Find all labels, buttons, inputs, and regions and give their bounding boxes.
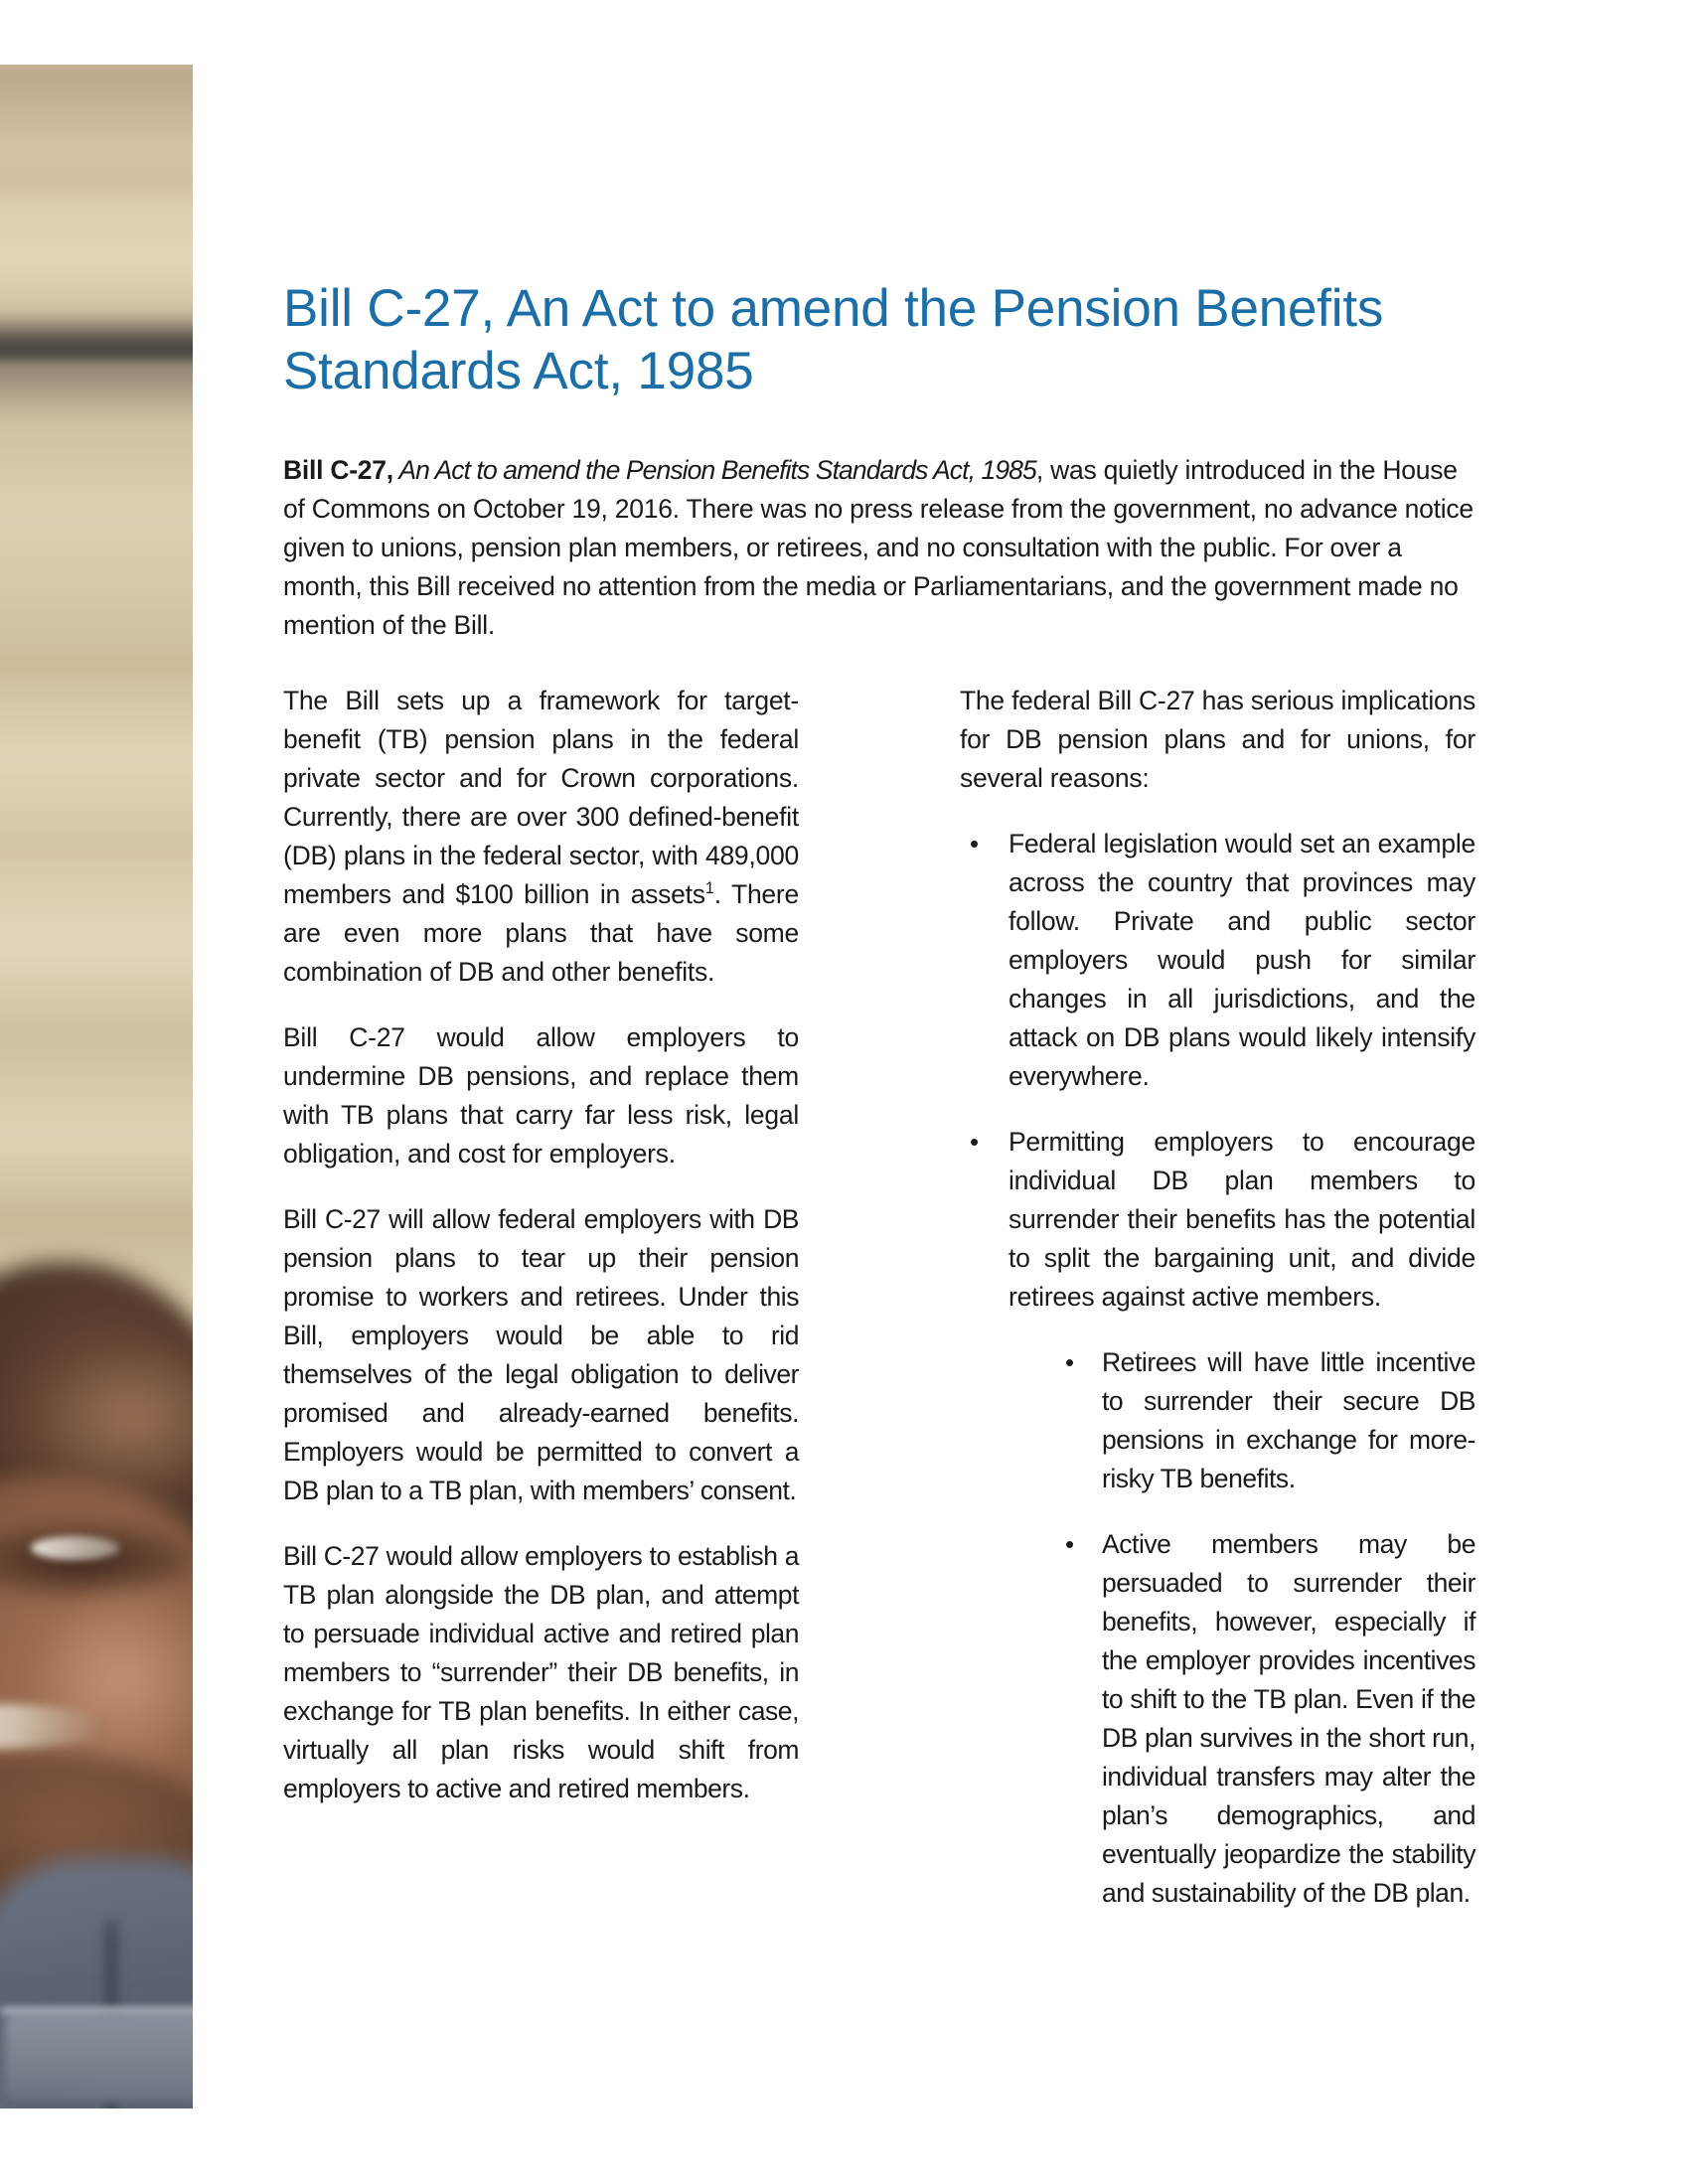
list-item-text: Federal legislation would set an example across the country that provinces may follow. Private and public sector employers would push for similar changes in all jurisdictions, and the attack on DB plans would likely intensify everywhere. [1009,829,1475,1091]
intro-paragraph [283,451,1475,645]
list-item [960,825,1475,1096]
page-title: Bill C-27, An Act to amend the Pension Benefits Standards Act, 1985 [283,278,1384,400]
intro-rest: , was quietly introduced in the House of Commons on October 19, 2016. There was no press release from the government, no advance notice given to unions, pension plan members, or retirees, and no consultation with the public. For over a month, this Bill received no attention from the media or Parliamentarians, and the government made no mention of the Bill. [283,454,1474,640]
bullet-icon: • [970,829,979,858]
sub-list-item [1057,1525,1475,1913]
bullet-icon: • [1065,1347,1074,1377]
paragraph: Bill C-27 would allow employers to undermine DB pensions, and replace them with TB plans that carry far less risk, legal obligation, and cost for employers. [283,1022,799,1169]
left-text-column [283,682,799,1913]
paragraph: The federal Bill C-27 has serious implications for DB pension plans and for unions, for several reasons: [960,686,1475,793]
bullet-icon: • [970,1127,979,1157]
sub-list-item [1057,1343,1475,1498]
sub-list-item-text: Retirees will have little incentive to surrender their secure DB pensions in exchange for more-risky TB benefits. [1102,1347,1475,1493]
intro-act-title: An Act to amend the Pension Benefits Standards Act, 1985 [392,454,1036,485]
paragraph-text: The Bill sets up a framework for target-benefit (TB) pension plans in the federal private sector and for Crown corporations. Currently, there are over 300 defined-benefit (DB) plans in the federal sector, with 489,000 members and $100 billion in assets [283,686,799,909]
reasons-bullet-list [960,825,1475,1913]
right-text-column [960,682,1475,1913]
sub-list-item-text: Active members may be persuaded to surrender their benefits, however, especially if the employer provides incentives to shift to the TB plan. Even if the DB plan survives in the short run, individual transfers may alter the plan’s demographics, and eventually jeopardize the stability and sustainability of the DB plan. [1102,1529,1475,1908]
paragraph [283,682,799,992]
footnote-marker[interactable]: 1 [704,879,714,898]
paragraph: Bill C-27 would allow employers to establish a TB plan alongside the DB plan, and attempt to persuade individual active and retired plan members to “surrender” their DB benefits, in exchange for TB plan benefits. In either case, virtually all plan risks would shift from employers to active and retired members. [283,1541,799,1803]
list-item-text: Permitting employers to encourage individual DB plan members to surrender their benefits has the potential to split the bargaining unit, and divide retirees against active members. [1009,1127,1475,1312]
bullet-icon: • [1065,1529,1074,1559]
paragraph-tail: . There are even more plans that have some combination of DB and other benefits. [283,879,799,987]
worker-photo-strip [0,65,193,2108]
intro-lead: Bill C-27, [283,454,393,485]
two-column-body [283,682,1475,1913]
paragraph: Bill C-27 will allow federal employers with DB pension plans to tear up their pension promise to workers and retirees. Under this Bill, employers would be able to rid themselves of the legal obligation to deliver promised and already-earned benefits. Employers would be permitted to convert a DB plan to a TB plan, with members’ consent. [283,1204,799,1505]
sub-bullet-list [1057,1343,1475,1913]
list-item [960,1123,1475,1913]
